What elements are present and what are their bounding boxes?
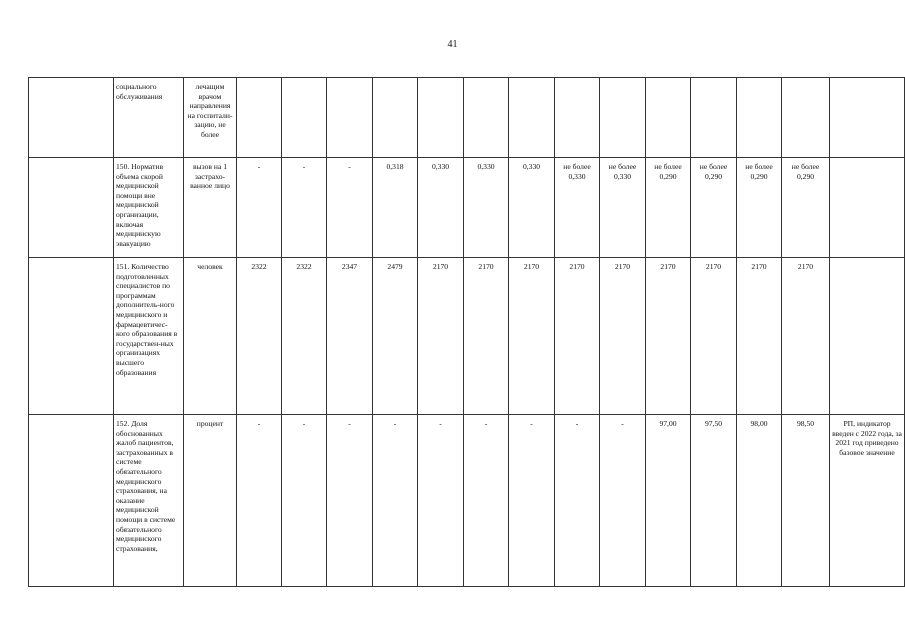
indicator-name-cell: 151. Количество подготовленных специалистов по программам дополнитель-ного медицинского и фармацевтичес-кого образования в государствен-ных организациях высшего образования — [114, 258, 184, 415]
value-cell: 2322 — [282, 258, 327, 415]
value-cell: - — [555, 415, 600, 587]
value-cell — [737, 78, 782, 158]
unit-cell: лечащим врачом направления на госпитали-зацию, не более — [184, 78, 237, 158]
value-cell: 97,50 — [691, 415, 737, 587]
note-cell — [830, 78, 905, 158]
indicator-name-cell: 152. Доля обоснованных жалоб пациентов, застрахованных в системе обязательного медицинского страхования, на оказание медицинской помощи в системе обязательного медицинского страхования, — [114, 415, 184, 587]
page-number: 41 — [447, 39, 458, 50]
row-number-cell — [29, 78, 114, 158]
row-number-cell — [29, 158, 114, 258]
note-cell — [830, 258, 905, 415]
value-cell: 2170 — [509, 258, 555, 415]
value-cell: 98,50 — [782, 415, 830, 587]
value-cell: - — [282, 415, 327, 587]
indicator-name-cell: социального обслуживания — [114, 78, 184, 158]
value-cell — [646, 78, 691, 158]
value-cell — [327, 78, 373, 158]
value-cell — [418, 78, 464, 158]
unit-cell: процент — [184, 415, 237, 587]
value-cell: 2170 — [646, 258, 691, 415]
table-row — [29, 158, 905, 258]
value-cell: 2170 — [782, 258, 830, 415]
value-cell: не более 0,290 — [737, 158, 782, 258]
value-cell: 2170 — [418, 258, 464, 415]
value-cell: 0,330 — [418, 158, 464, 258]
value-cell — [373, 78, 418, 158]
value-cell: не более 0,330 — [555, 158, 600, 258]
row-number-cell — [29, 415, 114, 587]
value-cell: - — [327, 158, 373, 258]
value-cell: - — [237, 158, 282, 258]
value-cell — [282, 78, 327, 158]
value-cell: не более 0,330 — [600, 158, 646, 258]
value-cell: - — [509, 415, 555, 587]
value-cell: не более 0,290 — [691, 158, 737, 258]
note-cell: РП, индикатор введен с 2022 года, за 2021 год приведено базовое значение — [830, 415, 905, 587]
value-cell: 2170 — [464, 258, 509, 415]
unit-cell: вызов на 1 застрахо-ванное лицо — [184, 158, 237, 258]
value-cell: - — [237, 415, 282, 587]
value-cell: 2479 — [373, 258, 418, 415]
value-cell: - — [600, 415, 646, 587]
value-cell: 98,00 — [737, 415, 782, 587]
table-row — [29, 258, 905, 415]
value-cell — [464, 78, 509, 158]
value-cell: - — [373, 415, 418, 587]
value-cell: 0,330 — [509, 158, 555, 258]
value-cell — [782, 78, 830, 158]
value-cell: 2170 — [555, 258, 600, 415]
value-cell: - — [327, 415, 373, 587]
value-cell — [237, 78, 282, 158]
value-cell: 2170 — [691, 258, 737, 415]
value-cell: не более 0,290 — [646, 158, 691, 258]
row-number-cell — [29, 258, 114, 415]
value-cell — [600, 78, 646, 158]
value-cell: 97,00 — [646, 415, 691, 587]
unit-cell: человек — [184, 258, 237, 415]
indicator-name-cell: 150. Норматив объема скорой медицинской помощи вне медицинской организации, включая медицинскую эвакуацию — [114, 158, 184, 258]
value-cell: 2170 — [600, 258, 646, 415]
value-cell — [509, 78, 555, 158]
value-cell — [691, 78, 737, 158]
value-cell: - — [282, 158, 327, 258]
value-cell: 0,318 — [373, 158, 418, 258]
value-cell: 2347 — [327, 258, 373, 415]
table-row — [29, 415, 905, 587]
note-cell — [830, 158, 905, 258]
value-cell: не более 0,290 — [782, 158, 830, 258]
value-cell: - — [418, 415, 464, 587]
value-cell: - — [464, 415, 509, 587]
value-cell — [555, 78, 600, 158]
value-cell: 0,330 — [464, 158, 509, 258]
table-row — [29, 78, 905, 158]
value-cell: 2170 — [737, 258, 782, 415]
indicators-table — [28, 77, 905, 587]
value-cell: 2322 — [237, 258, 282, 415]
